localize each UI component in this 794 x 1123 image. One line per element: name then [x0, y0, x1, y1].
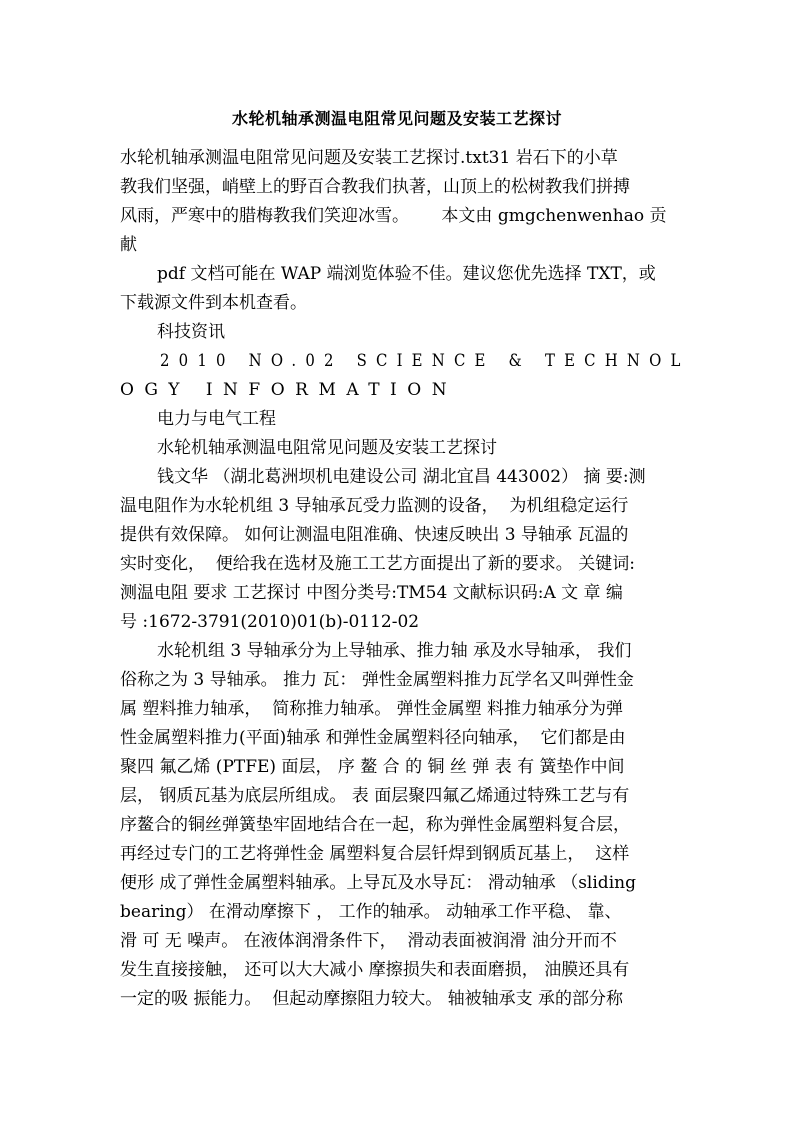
text-line: 滑 可 无 噪声。 在液体润滑条件下， 滑动表面被润滑 油分开而不 [120, 931, 617, 951]
text-line: 实时变化， 便给我在选材及施工工艺方面提出了新的要求。 关键词: [120, 554, 635, 574]
text-line: 下载源文件到本机查看。 [120, 293, 307, 313]
text-line: OGY INFORMATION [120, 380, 458, 400]
text-line: 一定的吸 振能力。 但起动摩擦阻力较大。 轴被轴承支 承的部分称 [120, 989, 624, 1009]
text-line: 聚四 氟乙烯 (PTFE) 面层， 序 鳌 合 的 铜 丝 弹 表 有 簧垫作中间 [120, 757, 625, 777]
text-line: 温电阻作为水轮机组 3 导轴承瓦受力监测的设备， 为机组稳定运行 [120, 496, 629, 516]
text-line: 电力与电气工程 [157, 409, 276, 429]
text-line: 序鳌合的铜丝弹簧垫牢固地结合在一起，称为弹性金属塑料复合层， [120, 815, 630, 835]
text-line: 教我们坚强，峭壁上的野百合教我们执著，山顶上的松树教我们拼搏 [120, 177, 630, 197]
text-line: 属 塑料推力轴承， 简称推力轴承。 弹性金属塑 料推力轴承分为弹 [120, 699, 624, 719]
text-line: 发生直接接触， 还可以大大减小 摩擦损失和表面磨损， 油膜还具有 [120, 960, 630, 980]
text-line: 再经过专门的工艺将弹性金 属塑料复合层钎焊到钢质瓦基上， 这样 [120, 844, 630, 864]
text-line: 水轮机轴承测温电阻常见问题及安装工艺探讨.txt31 岩石下的小草 [120, 148, 618, 168]
text-line: 水轮机组 3 导轴承分为上导轴承、推力轴 承及水导轴承， 我们 [157, 641, 632, 661]
document-title: 水轮机轴承测温电阻常见问题及安装工艺探讨 [231, 109, 562, 128]
text-line: bearing） 在滑动摩擦下 ， 工作的轴承。 动轴承工作平稳、 靠、 [120, 902, 622, 922]
text-line: 测温电阻 要求 工艺探讨 中图分类号:TM54 文献标识码:A 文 章 编 [120, 583, 623, 603]
text-line: 性金属塑料推力(平面)轴承 和弹性金属塑料径向轴承， 它们都是由 [120, 728, 626, 748]
text-line: 水轮机轴承测温电阻常见问题及安装工艺探讨 [157, 438, 497, 458]
text-line: 钱文华 （湖北葛洲坝机电建设公司 湖北宜昌 443002） 摘 要:测 [157, 467, 646, 487]
text-line: 提供有效保障。 如何让测温电阻准确、快速反映出 3 导轴承 瓦温的 [120, 525, 629, 545]
text-line: 便形 成了弹性金属塑料轴承。上导瓦及水导瓦： 滑动轴承 （sliding [120, 873, 636, 893]
text-line: pdf 文档可能在 WAP 端浏览体验不佳。建议您优先选择 TXT，或 [157, 264, 656, 284]
text-line: 2010 NO.02 SCIENCE & TECHNOL [160, 351, 690, 371]
text-line: 号 :1672-3791(2010)01(b)-0112-02 [120, 612, 420, 632]
text-line: 风雨，严寒中的腊梅教我们笑迎冰雪。 本文由 gmgchenwenhao 贡 [120, 206, 667, 226]
text-line: 科技资讯 [157, 322, 225, 342]
text-line: 献 [120, 235, 137, 255]
text-line: 层， 钢质瓦基为底层所组成。 表 面层聚四氟乙烯通过特殊工艺与有 [120, 786, 630, 806]
text-line: 俗称之为 3 导轴承。 推力 瓦： 弹性金属塑料推力瓦学名又叫弹性金 [120, 670, 634, 690]
